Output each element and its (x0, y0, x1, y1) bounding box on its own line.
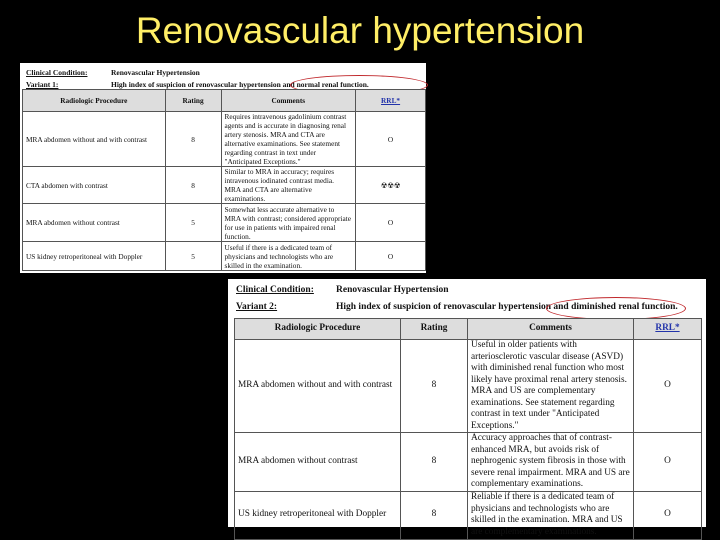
rating: 8 (401, 340, 468, 433)
rrl: O (634, 340, 702, 433)
table-header-row (23, 90, 426, 112)
slide-title: Renovascular hypertension (135, 10, 585, 51)
header-procedure: Radiologic Procedure (23, 90, 166, 112)
highlight-ellipse (546, 297, 686, 320)
rrl: O (356, 112, 426, 167)
table-row (235, 340, 702, 433)
acr-table-variant-2 (228, 279, 706, 537)
procedure: MRA abdomen without and with contrast (23, 112, 166, 167)
clinical-condition-label: Clinical Condition: (236, 285, 314, 295)
variant-label: Variant 1: (26, 80, 59, 89)
rrl: O (634, 433, 702, 492)
table-row (23, 242, 426, 271)
table-row (23, 112, 426, 167)
procedure: MRA abdomen without contrast (23, 204, 166, 242)
rrl-radiation-icon: ☢☢☢ (356, 167, 426, 204)
procedure-table (234, 318, 702, 540)
rrl: O (356, 204, 426, 242)
header-rrl-link[interactable]: RRL* (634, 319, 702, 340)
rating: 5 (165, 204, 221, 242)
variant-label: Variant 2: (236, 302, 278, 312)
procedure: MRA abdomen without contrast (235, 433, 401, 492)
header-comments: Comments (468, 319, 634, 340)
rrl: O (634, 491, 702, 539)
header-rating: Rating (401, 319, 468, 340)
header-rrl-link[interactable]: RRL* (356, 90, 426, 112)
comments: Useful if there is a dedicated team of physicians and technologists who are skilled in the examination. (221, 242, 356, 271)
comments: Somewhat less accurate alternative to MRA with contrast; considered appropriate for use in patients with impaired renal function. (221, 204, 356, 242)
procedure: US kidney retroperitoneal with Doppler (235, 491, 401, 539)
rrl: O (356, 242, 426, 271)
rating: 8 (401, 433, 468, 492)
table-row (235, 491, 702, 539)
header-procedure: Radiologic Procedure (235, 319, 401, 340)
header-comments: Comments (221, 90, 356, 112)
comments: Useful in older patients with arteriosclerotic vascular disease (ASVD) with diminished renal function who most likely have proximal renal artery stenosis. MRA and US are complementary examinations. See statement regarding contrast in text under "Anticipated Exceptions." (468, 340, 634, 433)
rating: 8 (401, 491, 468, 539)
table-row (23, 167, 426, 204)
table-row (23, 204, 426, 242)
acr-table-variant-1 (20, 63, 426, 273)
variant-text: High index of suspicion of renovascular hypertension and diminished renal function. (336, 302, 678, 312)
procedure: CTA abdomen with contrast (23, 167, 166, 204)
procedure-table (22, 89, 426, 271)
comments: Reliable if there is a dedicated team of physicians and technologists who are skilled in the examination. MRA and US are complementary examinations. (468, 491, 634, 539)
table-header-row (235, 319, 702, 340)
rating: 8 (165, 167, 221, 204)
variant-text: High index of suspicion of renovascular hypertension and normal renal function. (111, 80, 369, 89)
procedure: US kidney retroperitoneal with Doppler (23, 242, 166, 271)
rating: 8 (165, 112, 221, 167)
comments: Similar to MRA in accuracy; requires intravenous iodinated contrast media. MRA and CTA are alternative examinations. (221, 167, 356, 204)
table-row (235, 433, 702, 492)
rating: 5 (165, 242, 221, 271)
clinical-condition: Renovascular Hypertension (336, 285, 449, 295)
clinical-condition: Renovascular Hypertension (111, 68, 200, 77)
clinical-condition-label: Clinical Condition: (26, 68, 88, 77)
procedure: MRA abdomen without and with contrast (235, 340, 401, 433)
comments: Accuracy approaches that of contrast-enhanced MRA, but avoids risk of nephrogenic system fibrosis in those with severe renal impairment. MRA and US are complementary examinations. (468, 433, 634, 492)
header-rating: Rating (165, 90, 221, 112)
comments: Requires intravenous gadolinium contrast agents and is accurate in diagnosing renal artery stenosis. MRA and CTA are alternative examinations. See statement regarding contrast in text under "Anticipated Exceptions." (221, 112, 356, 167)
